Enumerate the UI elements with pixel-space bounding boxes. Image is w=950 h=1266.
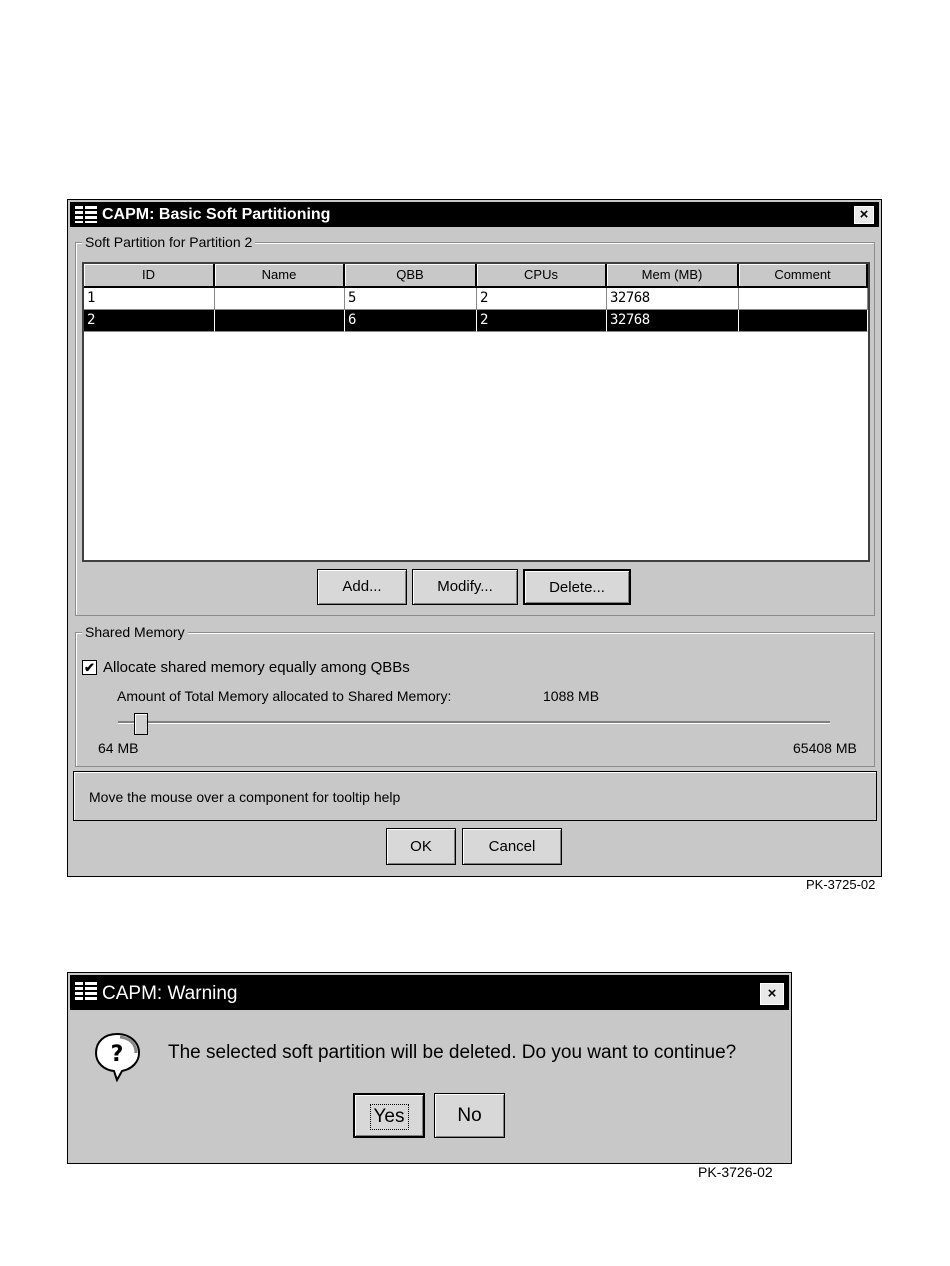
column-header-id[interactable]: ID	[84, 264, 215, 288]
shared-memory-group-label: Shared Memory	[82, 624, 188, 640]
title-bar[interactable]	[70, 202, 879, 227]
cell-qbb: 5	[345, 288, 477, 310]
window-menu-icon[interactable]	[75, 206, 97, 223]
window-menu-icon[interactable]	[75, 982, 97, 1000]
column-header-name[interactable]: Name	[215, 264, 345, 288]
checkmark-icon: ✔	[84, 660, 95, 675]
cell-mem: 32768	[607, 288, 739, 310]
no-button[interactable]: No	[434, 1093, 505, 1138]
cell-cpus: 2	[477, 288, 607, 310]
column-header-mem[interactable]: Mem (MB)	[607, 264, 739, 288]
cell-cpus: 2	[477, 310, 607, 332]
table-row[interactable]	[84, 288, 868, 310]
close-icon[interactable]: ×	[854, 206, 874, 224]
yes-button[interactable]	[353, 1093, 425, 1138]
figure-id-1: PK-3725-02	[806, 877, 876, 892]
close-icon[interactable]: ×	[760, 983, 784, 1005]
column-header-cpus[interactable]: CPUs	[477, 264, 607, 288]
cell-mem: 32768	[607, 310, 739, 332]
shared-memory-slider-track[interactable]	[118, 721, 830, 724]
slider-min-label: 64 MB	[98, 740, 139, 756]
allocate-equally-checkbox[interactable]	[82, 660, 97, 675]
slider-max-label: 65408 MB	[793, 740, 857, 756]
tooltip-help-text: Move the mouse over a component for tooltip help	[89, 789, 401, 805]
cell-id: 1	[84, 288, 215, 310]
cell-comment	[739, 310, 868, 332]
figure-id-2: PK-3726-02	[698, 1164, 773, 1180]
column-header-qbb[interactable]: QBB	[345, 264, 477, 288]
question-balloon-icon	[92, 1030, 144, 1082]
table-row-selected[interactable]	[84, 310, 868, 332]
yes-button-label: Yes	[370, 1104, 409, 1130]
cancel-button[interactable]: Cancel	[462, 828, 562, 865]
cell-comment	[739, 288, 868, 310]
table-header	[84, 264, 868, 288]
window-title: CAPM: Warning	[102, 983, 238, 1004]
cell-name	[215, 288, 345, 310]
add-button[interactable]: Add...	[317, 569, 407, 605]
shared-memory-amount-value: 1088 MB	[543, 688, 600, 704]
ok-button[interactable]: OK	[386, 828, 456, 865]
svg-text:?: ?	[110, 1042, 124, 1067]
cell-id: 2	[84, 310, 215, 332]
cell-name	[215, 310, 345, 332]
column-header-comment[interactable]: Comment	[739, 264, 868, 288]
shared-memory-slider-thumb[interactable]	[134, 713, 148, 735]
delete-button[interactable]: Delete...	[523, 569, 631, 605]
allocate-equally-label[interactable]: Allocate shared memory equally among QBBs	[103, 659, 410, 676]
warning-dialog	[67, 972, 792, 1164]
tooltip-help-panel	[73, 771, 877, 821]
title-bar[interactable]	[70, 975, 789, 1010]
shared-memory-amount-label: Amount of Total Memory allocated to Shared Memory:	[117, 688, 452, 704]
cell-qbb: 6	[345, 310, 477, 332]
modify-button[interactable]: Modify...	[412, 569, 518, 605]
warning-message: The selected soft partition will be deleted. Do you want to continue?	[168, 1042, 737, 1063]
partition-table[interactable]	[82, 262, 870, 562]
window-title: CAPM: Basic Soft Partitioning	[102, 206, 331, 223]
soft-partition-group-label: Soft Partition for Partition 2	[82, 234, 255, 250]
